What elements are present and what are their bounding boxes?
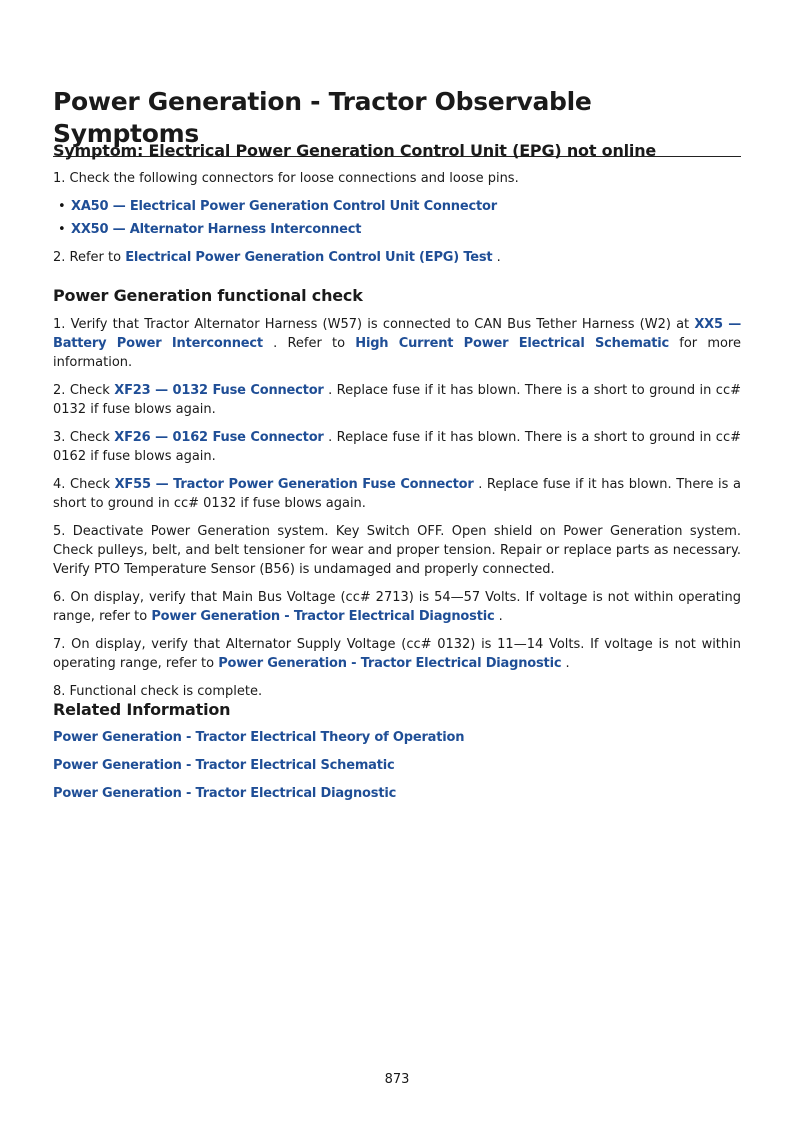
symptom-section [53, 141, 741, 267]
step-text: 7. On display, verify that Alternator Supply Voltage (cc# 0132) is 11—14 Volts. If voltage is not within operating range, refer to [53, 637, 741, 671]
functional-step-3 [53, 428, 741, 466]
related-link-diagnostic[interactable]: Power Generation - Tractor Electrical Diagnostic [53, 786, 397, 801]
step-text: . [492, 250, 501, 265]
step-text: . Replace fuse if it has blown. There is a short to ground in cc# 0132 if fuse blows again. [53, 477, 741, 511]
step-text: 4. Check [53, 477, 115, 492]
step-text: . [494, 609, 503, 624]
functional-step-8: 8. Functional check is complete. [53, 684, 263, 699]
functional-check-section [53, 286, 741, 701]
functional-step-5: 5. Deactivate Power Generation system. Key Switch OFF. Open shield on Power Generation system. Check pulleys, belt, and belt tensioner for wear and proper tension. Repair or replace parts as necessary. Verify PTO Temperature Sensor (B56) is undamaged and properly connected. [53, 524, 741, 577]
symptom-step-1: 1. Check the following connectors for loose connections and loose pins. [53, 171, 519, 186]
link-xf55-fuse[interactable]: XF55 — Tractor Power Generation Fuse Connector [114, 477, 474, 492]
related-link-schematic[interactable]: Power Generation - Tractor Electrical Schematic [53, 758, 395, 773]
page-title: Power Generation - Tractor Observable Symptoms [53, 86, 741, 157]
related-information-heading: Related Information [53, 700, 231, 719]
step-text: 2. Check [53, 383, 115, 398]
functional-step-7 [53, 635, 741, 673]
connector-list [53, 197, 741, 239]
link-xx5-interconnect[interactable]: XX5 — Battery Power Interconnect [53, 317, 742, 351]
list-item [53, 197, 741, 216]
link-xa50-connector[interactable]: XA50 — Electrical Power Generation Control Unit Connector [71, 199, 497, 214]
symptom-step-2 [53, 248, 741, 267]
link-high-current-schematic[interactable]: High Current Power Electrical Schematic [355, 336, 670, 351]
link-xf26-fuse[interactable]: XF26 — 0162 Fuse Connector [114, 430, 324, 445]
link-electrical-diagnostic[interactable]: Power Generation - Tractor Electrical Diagnostic [218, 656, 562, 671]
functional-step-2 [53, 381, 741, 419]
link-electrical-diagnostic[interactable]: Power Generation - Tractor Electrical Diagnostic [151, 609, 495, 624]
bullet-icon: • [58, 222, 66, 237]
link-epg-test[interactable]: Electrical Power Generation Control Unit (EPG) Test [125, 250, 493, 265]
functional-step-1 [53, 315, 741, 372]
step-text: . Replace fuse if it has blown. There is a short to ground in cc# 0132 if fuse blows again. [53, 383, 741, 417]
step-text: 3. Check [53, 430, 115, 445]
functional-step-4 [53, 475, 741, 513]
step-text: . Refer to [262, 336, 356, 351]
link-xx50-interconnect[interactable]: XX50 — Alternator Harness Interconnect [71, 222, 362, 237]
step-text: . Replace fuse if it has blown. There is a short to ground in cc# 0162 if fuse blows again. [53, 430, 741, 464]
step-text: . [561, 656, 570, 671]
functional-check-heading: Power Generation functional check [53, 286, 363, 305]
symptom-heading: Symptom: Electrical Power Generation Control Unit (EPG) not online [53, 141, 657, 160]
step-text: 2. Refer to [53, 250, 126, 265]
related-link-theory[interactable]: Power Generation - Tractor Electrical Theory of Operation [53, 730, 465, 745]
page-number: 873 [384, 1072, 410, 1087]
link-xf23-fuse[interactable]: XF23 — 0132 Fuse Connector [114, 383, 324, 398]
functional-step-6 [53, 588, 741, 626]
step-text: for more information. [53, 336, 741, 370]
step-text: 1. Verify that Tractor Alternator Harness (W57) is connected to CAN Bus Tether Harness (W2) at [53, 317, 695, 332]
related-information-section [53, 700, 741, 803]
bullet-icon: • [58, 199, 66, 214]
step-text: 6. On display, verify that Main Bus Voltage (cc# 2713) is 54—57 Volts. If voltage is not within operating range, refer to [53, 590, 741, 624]
list-item [53, 220, 741, 239]
